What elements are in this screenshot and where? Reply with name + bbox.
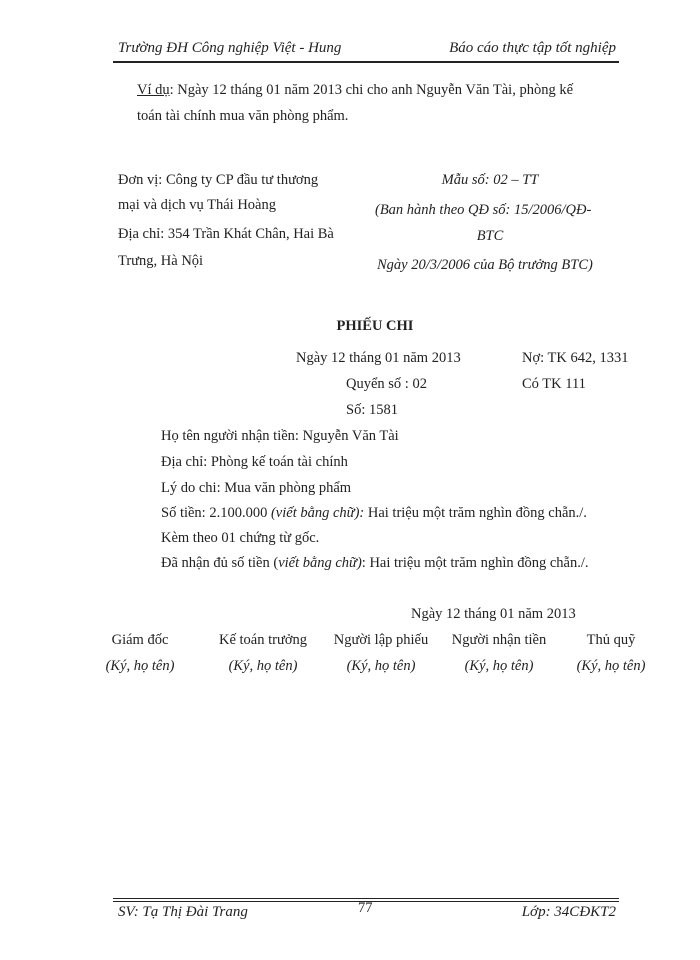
signature-note-recipient: (Ký, họ tên) — [464, 658, 534, 674]
received-line — [161, 555, 589, 572]
signature-note-director: (Ký, họ tên) — [105, 658, 175, 674]
attachments: Kèm theo 01 chứng từ gốc. — [161, 530, 320, 546]
footer-student: SV: Tạ Thị Đài Trang — [118, 904, 248, 920]
example-line-1 — [137, 82, 573, 99]
received-prefix: Đã nhận đủ số tiền ( — [161, 555, 279, 571]
amount-line — [161, 505, 587, 522]
unit-line-1: Đơn vị: Công ty CP đầu tư thương — [118, 172, 319, 188]
header-report-title: Báo cáo thực tập tốt nghiệp — [449, 40, 616, 56]
form-issue-date: Ngày 20/3/2006 của Bộ trưởng BTC) — [377, 257, 593, 273]
signature-role-chief-accountant: Kế toán trưởng — [218, 632, 307, 648]
form-issue-line: (Ban hành theo QĐ số: 15/2006/QĐ- — [375, 202, 592, 218]
signature-role-recipient: Người nhận tiền — [451, 632, 547, 648]
unit-line-2: mại và dịch vụ Thái Hoàng — [118, 197, 276, 213]
voucher-date: Ngày 12 tháng 01 năm 2013 — [296, 350, 461, 366]
signature-role-cashier: Thủ quỹ — [586, 632, 636, 648]
footer-class: Lớp: 34CĐKT2 — [521, 904, 616, 920]
voucher-book: Quyển số : 02 — [346, 376, 427, 392]
header-divider — [113, 61, 619, 63]
amount-value: Số tiền: 2.100.000 — [161, 505, 271, 521]
payment-reason: Lý do chi: Mua văn phòng phẩm — [161, 480, 352, 496]
signature-date: Ngày 12 tháng 01 năm 2013 — [411, 606, 576, 622]
received-words-label: viết bằng chữ) — [278, 555, 362, 571]
unit-line-3: Địa chỉ: 354 Trần Khát Chân, Hai Bà — [118, 226, 334, 242]
signature-role-preparer: Người lập phiếu — [333, 632, 429, 648]
received-words: : Hai triệu một trăm nghìn đồng chẵn./. — [361, 555, 589, 571]
amount-words-label: (viết bằng chữ): — [270, 505, 365, 521]
example-label: Ví dụ — [137, 82, 170, 98]
voucher-debit: Nợ: TK 642, 1331 — [522, 350, 629, 366]
voucher-credit: Có TK 111 — [522, 376, 586, 392]
form-issue-btc: BTC — [476, 228, 504, 244]
form-code: Mẫu số: 02 – TT — [441, 172, 539, 188]
unit-line-4: Trưng, Hà Nội — [118, 253, 204, 269]
signature-note-preparer: (Ký, họ tên) — [346, 658, 416, 674]
footer-page-number: 77 — [358, 900, 373, 916]
footer-divider-top — [113, 898, 619, 899]
signature-note-cashier: (Ký, họ tên) — [576, 658, 646, 674]
voucher-title: PHIẾU CHI — [336, 318, 414, 334]
header-school: Trường ĐH Công nghiệp Việt - Hung — [118, 40, 342, 56]
example-line-2: toán tài chính mua văn phòng phẩm. — [137, 108, 349, 124]
signature-note-chief-accountant: (Ký, họ tên) — [228, 658, 298, 674]
recipient-address: Địa chỉ: Phòng kế toán tài chính — [161, 454, 348, 470]
recipient-name: Họ tên người nhận tiền: Nguyễn Văn Tài — [161, 428, 399, 444]
example-text-1: : Ngày 12 tháng 01 năm 2013 chi cho anh Nguyễn Văn Tài, phòng kế — [169, 82, 573, 98]
voucher-number: Số: 1581 — [346, 402, 398, 418]
signature-role-director: Giám đốc — [111, 632, 169, 648]
amount-words: Hai triệu một trăm nghìn đồng chẵn./. — [364, 505, 587, 521]
